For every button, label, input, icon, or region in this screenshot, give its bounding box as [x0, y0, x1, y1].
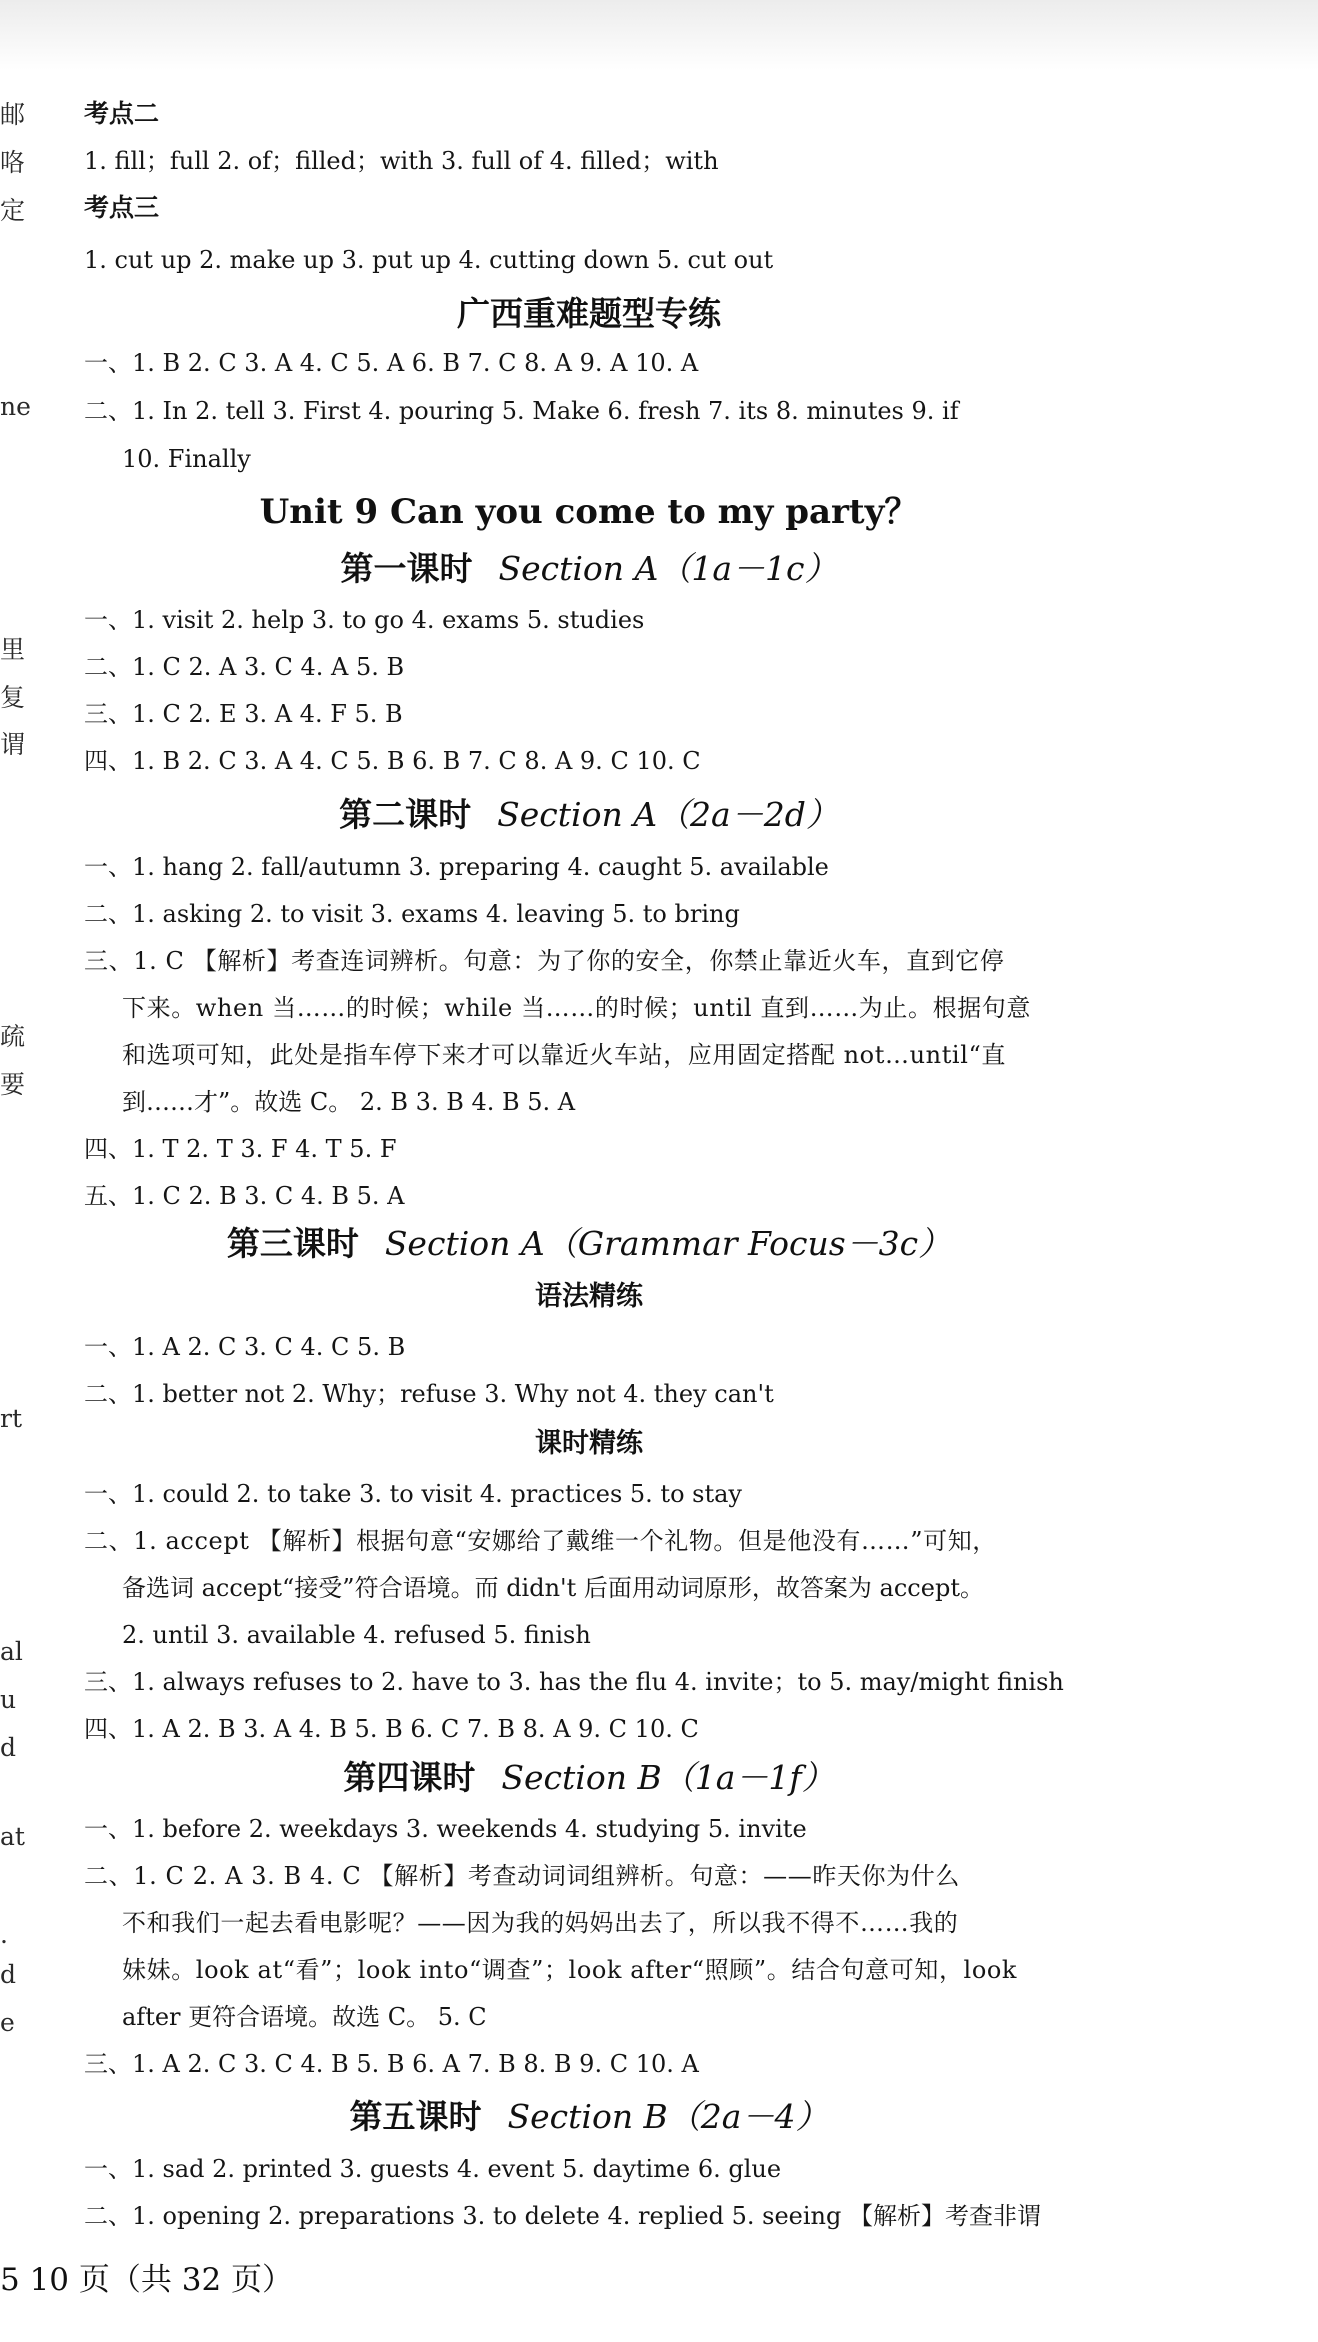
edge-fragment: 谓 [0, 730, 26, 759]
lesson-1-heading [84, 547, 1094, 591]
lesson-2-cn: 第二课时 [339, 795, 472, 834]
top-scan-shadow [0, 0, 1318, 70]
lesson-3-en: Section A（Grammar Focus－3c） [384, 1224, 952, 1263]
answer-row: after 更符合语境。故选 C。 5. C [122, 2003, 487, 2031]
edge-fragment: 咯 [0, 148, 26, 177]
lesson-2-en: Section A（2a－2d） [497, 795, 839, 834]
topic-2-title: 考点二 [84, 99, 160, 128]
answer-row: 和选项可知，此处是指车停下来才可以靠近火车站，应用固定搭配 not…until“直 [122, 1041, 1006, 1069]
unit-title: Unit 9 Can you come to my party？ [259, 492, 919, 532]
edge-fragment: al [0, 1637, 23, 1666]
answer-row: 二、1. asking 2. to visit 3. exams 4. leaving 5. to bring [84, 900, 740, 928]
topic-3-answers: 1. cut up 2. make up 3. put up 4. cutting down 5. cut out [84, 246, 774, 274]
answer-row: 三、1. C 【解析】考查连词辨析。句意：为了你的安全，你禁止靠近火车，直到它停 [84, 947, 1005, 975]
answer-row: 2. until 3. available 4. refused 5. finish [122, 1621, 591, 1649]
answer-row: 一、1. A 2. C 3. C 4. C 5. B [84, 1333, 406, 1361]
edge-fragment: 定 [0, 196, 26, 225]
edge-fragment: d [0, 1733, 17, 1762]
topic-2-answers: 1. fill；full 2. of；filled；with 3. full of 4. filled；with [84, 147, 719, 175]
edge-fragment: 疏 [0, 1022, 26, 1051]
lesson-5-heading [84, 2095, 1094, 2139]
page-number-footer: 5 10 页（共 32 页） [0, 2262, 294, 2298]
answer-row: 二、1. better not 2. Why；refuse 3. Why not 4. they can't [84, 1380, 774, 1408]
answer-row: 二、1. C 2. A 3. C 4. A 5. B [84, 653, 405, 681]
edge-fragment: e [0, 2008, 15, 2037]
lesson-5-en: Section B（2a－4） [507, 2097, 829, 2136]
answer-row: 一、1. could 2. to take 3. to visit 4. practices 5. to stay [84, 1480, 742, 1508]
answer-row: 备选词 accept“接受”符合语境。而 didn't 后面用动词原形，故答案为 accept。 [122, 1574, 984, 1602]
answer-row: 五、1. C 2. B 3. C 4. B 5. A [84, 1182, 405, 1210]
topic-3-title: 考点三 [84, 193, 160, 222]
answer-row: 妹妹。look at“看”；look into“调查”；look after“照顾”。结合句意可知，look [122, 1956, 1018, 1984]
answer-row: 二、1. accept 【解析】根据句意“安娜给了戴维一个礼物。但是他没有……”可知， [84, 1527, 997, 1555]
lesson-5-cn: 第五课时 [349, 2097, 482, 2136]
lesson-4-cn: 第四课时 [343, 1758, 476, 1797]
answer-row: 四、1. B 2. C 3. A 4. C 5. B 6. B 7. C 8. A 9. C 10. C [84, 747, 701, 775]
edge-fragment: rt [0, 1404, 22, 1433]
edge-fragment: 要 [0, 1070, 26, 1099]
edge-fragment: 复 [0, 683, 26, 712]
edge-fragment: 邮 [0, 100, 26, 129]
answer-row: 下来。when 当……的时候；while 当……的时候；until 直到……为止。根据句意 [122, 994, 1032, 1022]
answer-row: 二、1. opening 2. preparations 3. to delete 4. replied 5. seeing 【解析】考查非谓 [84, 2202, 1041, 2230]
answer-row: 一、1. visit 2. help 3. to go 4. exams 5. studies [84, 606, 645, 634]
answer-row: 10. Finally [122, 445, 251, 473]
answer-row: 三、1. A 2. C 3. C 4. B 5. B 6. A 7. B 8. B 9. C 10. A [84, 2050, 699, 2078]
lesson-2-heading [84, 793, 1094, 837]
answer-row: 一、1. sad 2. printed 3. guests 4. event 5. daytime 6. glue [84, 2155, 782, 2183]
edge-fragment: . [0, 1920, 8, 1949]
answer-row: 三、1. always refuses to 2. have to 3. has the flu 4. invite；to 5. may/might finish [84, 1668, 1064, 1696]
lesson-3-cn: 第三课时 [226, 1224, 359, 1263]
edge-fragment: u [0, 1685, 17, 1714]
left-edge-fragments [0, 0, 31, 2342]
edge-fragment: at [0, 1822, 25, 1851]
answer-row: 一、1. hang 2. fall/autumn 3. preparing 4. caught 5. available [84, 853, 829, 881]
lesson-1-en: Section A（1a－1c） [498, 549, 838, 588]
lesson-4-en: Section B（1a－1f） [501, 1758, 835, 1797]
answer-row: 二、1. C 2. A 3. B 4. C 【解析】考查动词词组辨析。句意：——昨天你为什么 [84, 1862, 960, 1890]
lesson-1-cn: 第一课时 [340, 549, 473, 588]
answer-row: 到……才”。故选 C。 2. B 3. B 4. B 5. A [122, 1088, 576, 1116]
edge-fragment: d [0, 1960, 17, 1989]
lesson-4-heading [84, 1756, 1094, 1800]
lesson-3-heading [84, 1222, 1094, 1266]
lesson-practice-title: 课时精练 [535, 1428, 643, 1459]
answer-row: 一、1. B 2. C 3. A 4. C 5. A 6. B 7. C 8. A 9. A 10. A [84, 349, 699, 377]
edge-fragment: 里 [0, 635, 26, 664]
grammar-practice-title: 语法精练 [535, 1281, 643, 1312]
edge-fragment: ne [0, 392, 31, 421]
answer-row: 不和我们一起去看电影呢？——因为我的妈妈出去了，所以我不得不……我的 [122, 1909, 959, 1937]
answer-row: 四、1. T 2. T 3. F 4. T 5. F [84, 1135, 397, 1163]
guangxi-practice-title: 广西重难题型专练 [457, 294, 721, 333]
answer-row: 一、1. before 2. weekdays 3. weekends 4. studying 5. invite [84, 1815, 807, 1843]
answer-row: 二、1. In 2. tell 3. First 4. pouring 5. Make 6. fresh 7. its 8. minutes 9. if [84, 397, 959, 425]
answer-row: 三、1. C 2. E 3. A 4. F 5. B [84, 700, 403, 728]
answer-row: 四、1. A 2. B 3. A 4. B 5. B 6. C 7. B 8. A 9. C 10. C [84, 1715, 699, 1743]
